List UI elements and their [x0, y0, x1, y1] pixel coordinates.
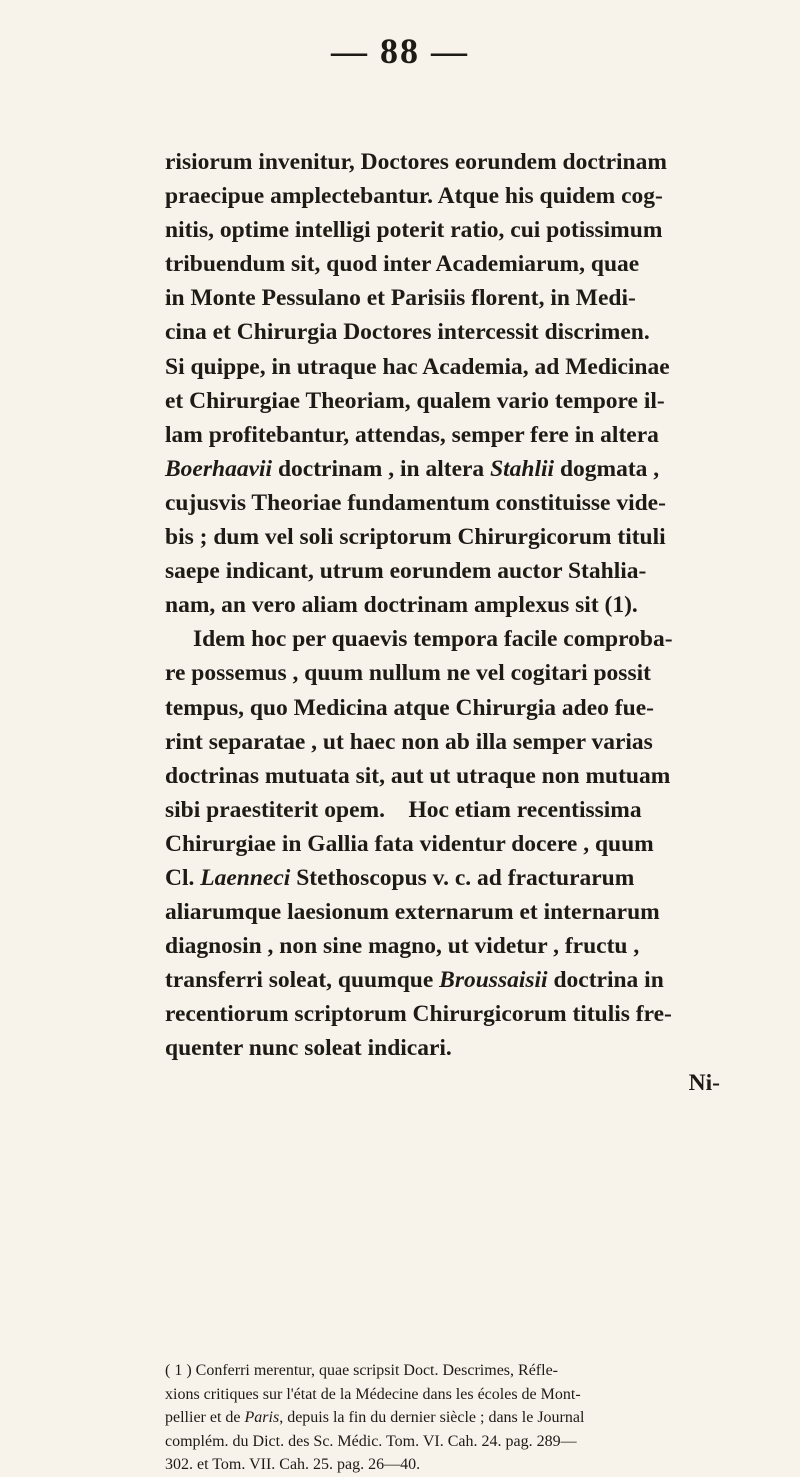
footnote-block	[165, 1359, 720, 1477]
name-stahlii: Stahlii	[490, 455, 555, 482]
text-line-4: tribuendum sit, quod inter Academiarum, quae	[165, 251, 640, 278]
text-line-10	[165, 452, 720, 486]
text-segment: transferri soleat, quumque	[165, 967, 440, 994]
text-line-6: cina et Chirurgia Doctores intercessit discrimen.	[165, 319, 650, 346]
text-line-8: et Chirurgiae Theoriam, qualem vario tempore il-	[165, 387, 665, 414]
text-line-16: re possemus , quum nullum ne vel cogitari possit	[165, 660, 651, 687]
place-paris: Paris	[244, 1409, 280, 1426]
text-line-7: Si quippe, in utraque hac Academia, ad Medicinae	[165, 353, 670, 380]
footnote-line-4: complém. du Dict. des Sc. Médic. Tom. VI. Cah. 24. pag. 289—	[165, 1432, 577, 1450]
footnote-line-1: ( 1 ) Conferri merentur, quae scripsit Doct. Descrimes, Réfle-	[165, 1362, 558, 1379]
text-line-2: praecipue amplectebantur. Atque his quidem cog-	[165, 183, 663, 210]
text-line-24: diagnosin , non sine magno, ut videtur , fructu ,	[165, 933, 640, 960]
page-number: — 88 —	[331, 31, 469, 71]
text-line-25	[165, 963, 720, 997]
text-line-1: risiorum invenitur, Doctores eorundem doctrinam	[165, 149, 667, 175]
text-segment: dogmata ,	[554, 455, 660, 482]
text-line-5: in Monte Pessulano et Parisiis florent, in Medi-	[165, 285, 636, 312]
text-line-11: cujusvis Theoriae fundamentum constituisse vide-	[165, 489, 666, 516]
text-line-18: rint separatae , ut haec non ab illa semper varias	[165, 728, 653, 755]
text-segment: Stethoscopus v. c. ad fracturarum	[290, 864, 635, 891]
text-line-3: nitis, optime intelligi poterit ratio, cui potissimum	[165, 217, 663, 244]
name-boerhaavii: Boerhaavii	[165, 455, 273, 482]
text-segment: Cl.	[165, 864, 201, 891]
text-line-17: tempus, quo Medicina atque Chirurgia adeo fue-	[165, 694, 654, 721]
text-line-26: recentiorum scriptorum Chirurgicorum titulis fre-	[165, 1001, 672, 1028]
footnote-line-3	[165, 1406, 720, 1430]
text-line-14: nam, an vero aliam doctrinam amplexus sit (1).	[165, 592, 638, 619]
name-broussaisii: Broussaisii	[439, 967, 548, 994]
text-line-27: quenter nunc soleat indicari.	[165, 1035, 452, 1062]
main-text-block	[165, 145, 720, 1100]
footnote-line-5: 302. et Tom. VII. Cah. 25. pag. 26—40.	[165, 1456, 421, 1473]
footnote-line-2: xions critiques sur l'état de la Médecine dans les écoles de Mont-	[165, 1385, 581, 1403]
text-segment: doctrinam , in altera	[272, 455, 491, 482]
text-segment: pellier et de	[165, 1409, 245, 1426]
text-segment: , depuis la fin du dernier siècle ; dans le Journal	[279, 1409, 585, 1426]
text-line-15: Idem hoc per quaevis tempora facile comproba-	[193, 626, 673, 653]
text-segment: doctrina in	[547, 967, 664, 994]
catchword: Ni-	[688, 1069, 720, 1096]
text-line-19: doctrinas mutuata sit, aut ut utraque non mutuam	[165, 762, 671, 789]
text-line-20: sibi praestiterit opem. Hoc etiam recentissima	[165, 796, 642, 823]
text-line-21: Chirurgiae in Gallia fata videntur docere , quum	[165, 830, 654, 857]
text-line-9: lam profitebantur, attendas, semper fere in altera	[165, 421, 659, 448]
text-line-23: aliarumque laesionum externarum et internarum	[165, 899, 660, 926]
name-laenneci: Laenneci	[200, 864, 291, 891]
text-line-13: saepe indicant, utrum eorundem auctor Stahlia-	[165, 558, 647, 585]
text-line-12: bis ; dum vel soli scriptorum Chirurgicorum tituli	[165, 524, 666, 551]
text-line-22	[165, 861, 720, 895]
